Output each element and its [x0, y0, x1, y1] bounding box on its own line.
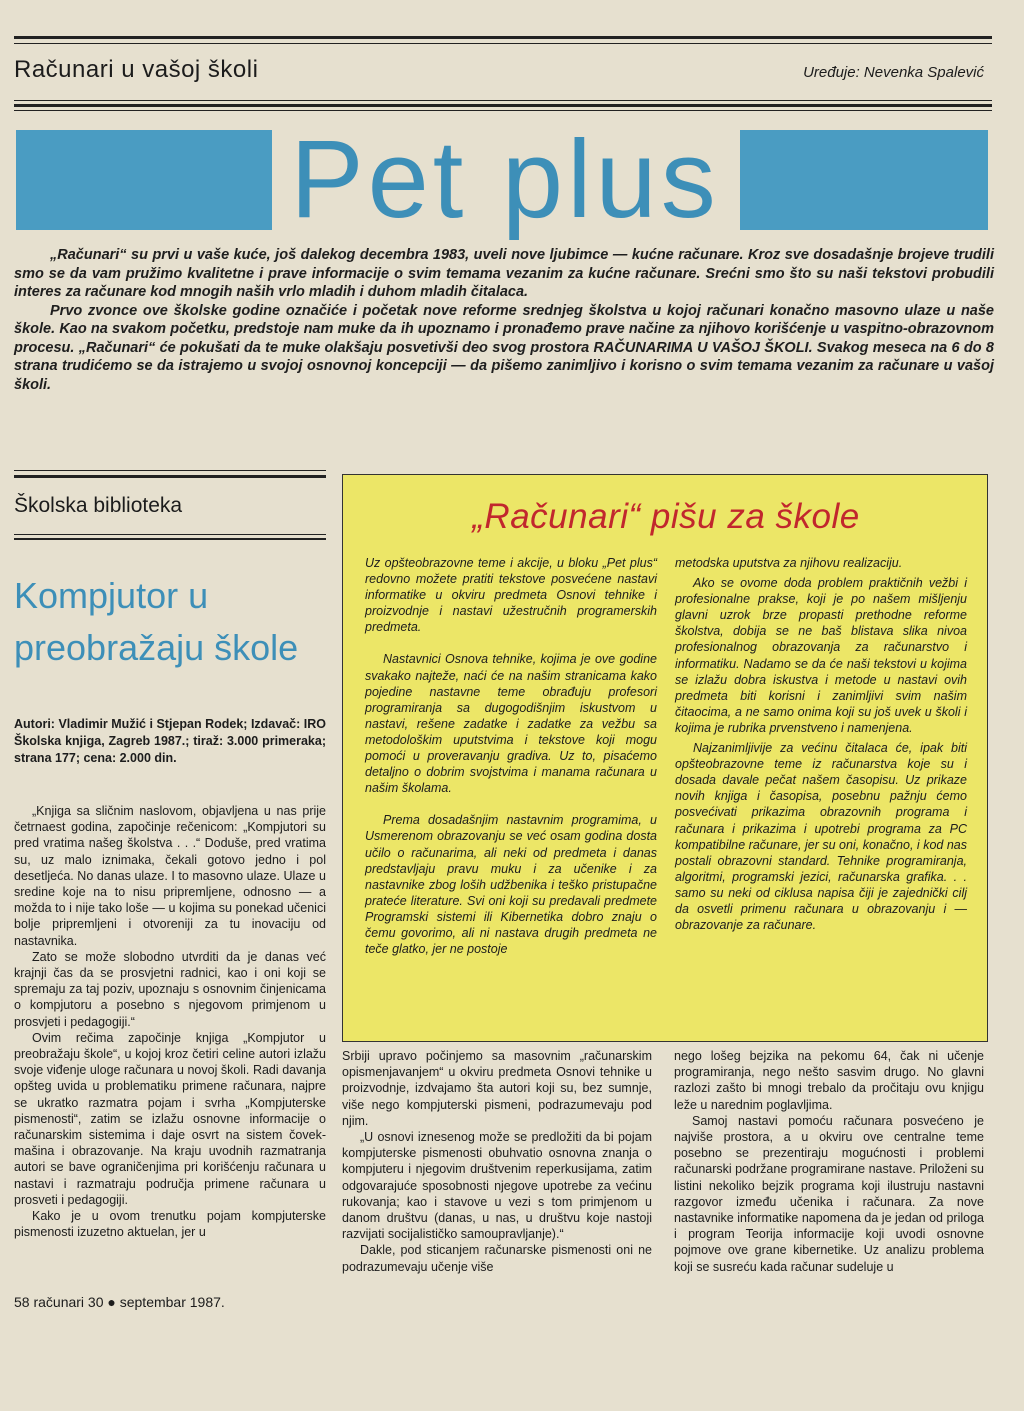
feature-box	[342, 474, 988, 1042]
feature-paragraph: Najzanimljivije za većinu čitalaca će, ipak biti opšteobrazovne teme iz računarstva koje su i dosada davale pečat našem časopisu. Uz prikaze novih knjiga i časopisa, posebnu pažnju ćemo posvećivati prikazima obrazovnih programa i računara i prikazima i upotrebi programa za PC kompatibilne računare, jer su oni, konačno, i kod nas postali obrazovni standard. Tehnike programiranja, algoritmi, programski jezici, računarska grafika. . . samo su neki od ciklusa napisa čiji je zajednički cilj da osvetli primenu računara u obrazovanju i — obrazovanje za računare.	[675, 741, 967, 933]
continuation-paragraph: nego lošeg bejzika na pekomu 64, čak ni učenje programiranja, nego nešto sasvim drugo. No glavni razlozi zašto bi mnogi trebalo da pročitaju ovu knjigu leže u narednim poglavljima.	[674, 1049, 984, 1112]
banner-block-left	[16, 130, 272, 230]
header-rule-top	[14, 36, 992, 39]
feature-paragraph: Ako se ovome doda problem praktičnih vežbi i profesionalne prakse, koji je po našem mišljenju glavni uzrok brze propasti prethodne reforme školstva, dobija se ne baš blistava slika nivoa profesionalnog obrazovanja za računarstvo i informatiku. Nadamo se da će naši tekstovi u kojima se izlažu dobra iskustva i metode u nastavi ovih predmeta biti korisni i zanimljivi svim našim čitaocima, a ne samo onima koji su još uvek u školi i kojima je rubrika prvenstveno i namenjena.	[675, 576, 967, 735]
continuation-paragraph: „U osnovi iznesenog može se predložiti da bi pojam kompjuterske pismenosti obuhvatio osnovna znanja o kompjuteru i njegovim društvenim reperkusijama, zatim odgovarajuće sposobnosti njegove upotrebe za većinu rukovanja; kao i stavove u vezi s tom primjenom u danom društvu (danas, u nas, u društvu koje nastoji razvijati socijalističko samoupravljanje).“	[342, 1130, 652, 1242]
continuation-paragraph: Srbiji upravo počinjemo sa masovnim „računarskim opismenjavanjem“ u okviru predmeta Osnovi tehnike u proizvodnje, izdvajamo šta autori koji su, bez sumnje, više nego kompjuterski pismeni, podrazumevaju pod njim.	[342, 1049, 652, 1128]
review-paragraph: Kako je u ovom trenutku pojam kompjuterske pismenosti izuzetno aktuelan, jer u	[14, 1209, 326, 1240]
continuation-column-2	[674, 1048, 984, 1275]
intro-paragraph: Prvo zvonce ove školske godine označiće i početak nove reforme srednjeg školstva u kojoj računari konačno masovno ulaze u naše škole. Kao na svakom početku, predstoje nam muke da ih upoznamo i pronađemo prave načine za njihovo korišćenje u vaspitno-obrazovnom procesu. „Računari“ će pokušati da te muke olakšaju posvetivši deo svog prostora RAČUNARIMA U VAŠOJ ŠKOLI. Svakog meseca na 6 do 8 strana trudićemo se da istrajemo u svojoj osnovnoj koncepciji — da pišemo zanimljivo i korisno o svim temama vezanim za računare u vašoj školi.	[14, 302, 994, 393]
intro-paragraph: „Računari“ su prvi u vaše kuće, još dalekog decembra 1983, uveli nove ljubimce — kućne računare. Kroz sve dosadašnje brojeve trudili smo se da vam pružimo kvalitetne i prave informacije o svim temama vezanim za kućne računare. Srećni smo što su naši tekstovi probudili interes za računare kod mnogih naših vrlo mladih i duhom mladih čitalaca.	[14, 247, 994, 300]
book-meta: Autori: Vladimir Mužić i Stjepan Rodek; Izdavač: IRO Školska knjiga, Zagreb 1987.; tiraž: 3.000 primeraka; strana 177; cena: 2.000 din.	[14, 717, 326, 765]
book-review-text	[14, 803, 326, 1240]
banner-title: Pet plus	[290, 118, 720, 241]
section-title: Računari u vašoj školi	[14, 56, 259, 83]
book-title: Kompjutor u preobražaju škole	[14, 575, 299, 668]
page-footer: 58 računari 30 ● septembar 1987.	[14, 1294, 225, 1310]
editor-credit: Uređuje: Nevenka Spalević	[803, 64, 984, 81]
header-rule-bottom	[14, 100, 992, 101]
review-paragraph: Zato se može slobodno utvrditi da je danas već krajnji čas da se prosvjetni radnici, kao i oni koji se spremaju za taj poziv, upoznaju s osnovnim činjenicama o kompjutoru a posebno s njegovom primjenom u prosvjeti i pedagogiji.“	[14, 949, 326, 1029]
feature-paragraph: metodska uputstva za njihovu realizaciju.	[675, 556, 903, 570]
review-paragraph: „Knjiga sa sličnim naslovom, objavljena u nas prije četrnaest godina, započinje rečenicom: „Kompjutori su pred vratima našeg školstva . . .“ Doduše, pred vratima su, uz malo iznimaka, čekali gotovo jedno i pol desetljeća. No danas ulaze. I to masovno ulaze. Ulaze u sredine koje na to nisu pripremljene, odnosno — a možda to i nije tako loše — u kojima su ponekad učenici bolje pripremljeni i otvoreniji za tu inovaciju od nastavnika.	[14, 804, 326, 948]
feature-column-2	[675, 555, 967, 949]
review-paragraph: Ovim rečima započinje knjiga „Kompjutor u preobražaju škole“, u kojoj kroz četiri celine autori izlažu svoje viđenje uloge računara u novoj školi. Radi davanja opšteg uvida u problematiku primene računara, najpre se ukratko razmatra pojam i svrha „Kompjuterske pismenosti“, zatim se izlažu osnovne informacije o računarskim sistemima i daje osvrt na sistem čovek-mašina i obrazovanje. Na kraju uvodnih razmatranja autori se bave ograničenjima pri korišćenju računara u nastavi i razmatraju područja primene računara u prosveti i pedagogiji.	[14, 1030, 326, 1207]
feature-paragraph: Uz opšteobrazovne teme i akcije, u bloku „Pet plus“ redovno možete pratiti tekstove posvećene nastavi informatike u okviru predmeta Osnovi tehnike i proizvodnje i nastavi užestručnih programerskih predmeta.	[365, 556, 657, 635]
feature-title: „Računari“ pišu za škole	[472, 497, 860, 536]
library-rule-bottom	[14, 534, 326, 535]
continuation-paragraph: Samoj nastavi pomoću računara posvećeno je najviše prostora, a u okviru ove centralne teme posebno se prezentiraju mogućnosti i problemi računarski podržane programirane nastave. Priloženi su listini nekoliko bejzik programa koji ilustruju nastavni razgovor između učenika i računara. Za nove nastavnike informatike napomena da je jedan od priloga i program Teorija informacije koji uvodi osnovne pojmove ove grane kibernetike. Uz analizu problema koji se susreću kada računar sudeluje u	[674, 1113, 984, 1274]
continuation-paragraph: Dakle, pod sticanjem računarske pismenosti oni ne podrazumevaju učenje više	[342, 1243, 652, 1274]
banner-block-right	[740, 130, 988, 230]
feature-paragraph: Nastavnici Osnova tehnike, kojima je ove godine svakako najteže, naći će na našim stranicama kako pojedine nastavne teme obrađuju profesori programiranja sa dugogodišnjim iskustvom u nastavi, rešene zadatke i zadatke za vežbu sa metodološkim uputstvima i tekstove koji mogu pomoći u proveravanju gradiva. Uz to, pisaćemo detaljno o dobrim svojstvima i manama računara u našim školama.	[365, 652, 657, 796]
continuation-column-1	[342, 1048, 652, 1275]
library-section-label: Školska biblioteka	[14, 494, 183, 517]
feature-paragraph: Prema dosadašnjim nastavnim programima, u Usmerenom obrazovanju se već osam godina dosta učilo o računarima, ali neki od predmeta i danas predstavljaju pravu muku i za učenike i za nastavnike zbog loših udžbenika i teško pristupačne prateće literature. Svi oni koji su predavali predmete Programski sistemi ili Kibernetika dobro znaju o čemu govorimo, ali ni nastava drugih predmeta ne teče glatko, jer ne postoje	[365, 813, 657, 957]
library-rule-top	[14, 470, 326, 471]
intro-text	[14, 246, 994, 394]
feature-column-1	[365, 555, 657, 973]
